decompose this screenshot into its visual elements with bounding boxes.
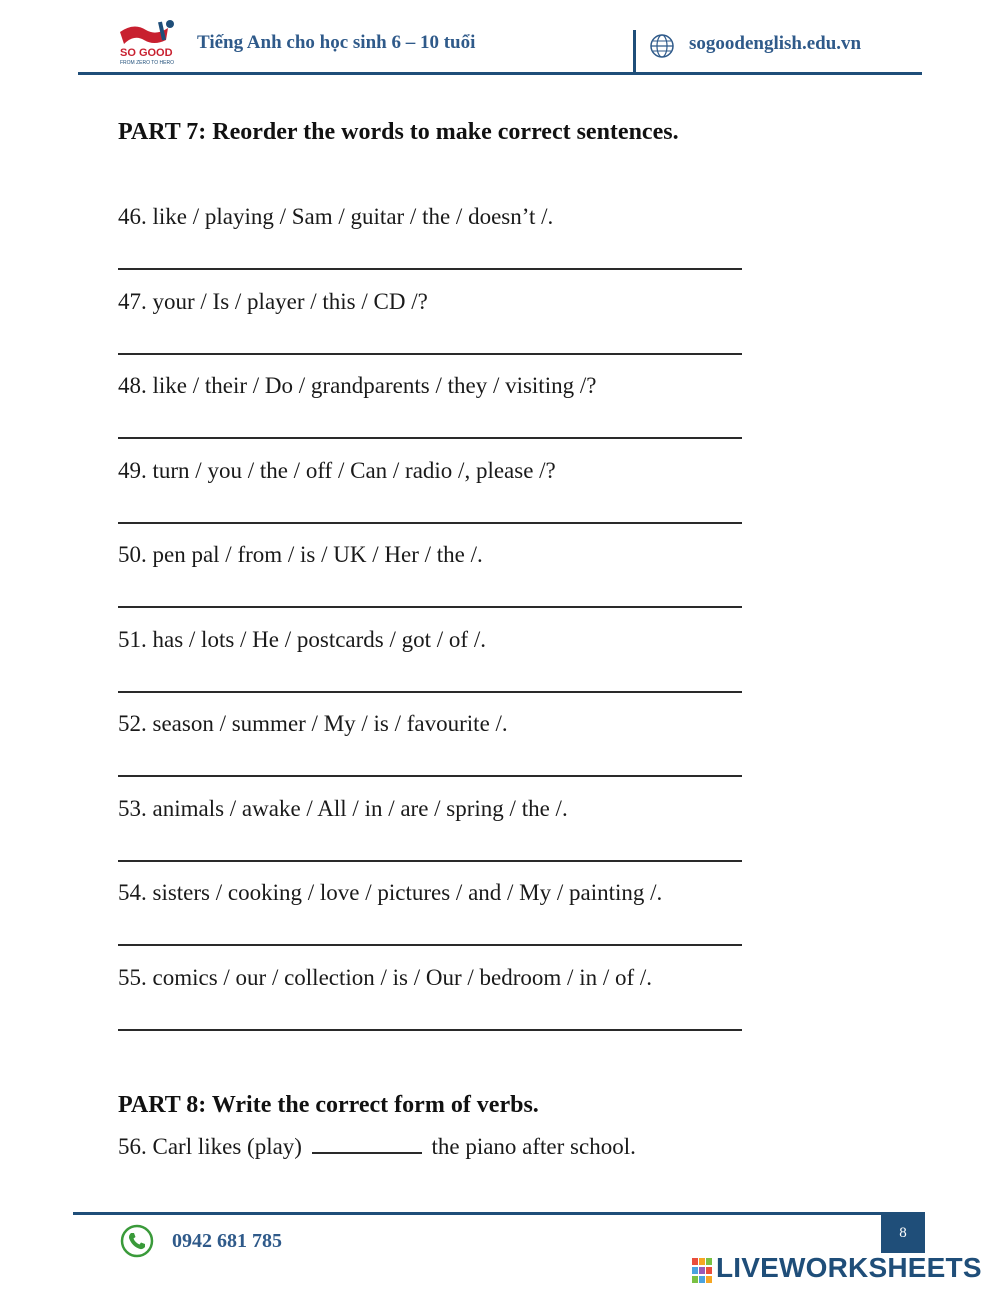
question-56-before: 56. Carl likes (play): [118, 1134, 302, 1159]
question-46: 46. like / playing / Sam / guitar / the / doesn’t /.: [118, 204, 554, 229]
answer-line-53[interactable]: [118, 860, 742, 862]
answer-line-50[interactable]: [118, 606, 742, 608]
question-56-after: the piano after school.: [431, 1134, 636, 1159]
question-54: 54. sisters / cooking / love / pictures / and / My / painting /.: [118, 880, 663, 905]
globe-icon: [649, 33, 675, 59]
question-51: 51. has / lots / He / postcards / got / of /.: [118, 627, 486, 652]
question-49: 49. turn / you / the / off / Can / radio /, please /?: [118, 458, 556, 483]
answer-line-47[interactable]: [118, 353, 742, 355]
footer-phone: 0942 681 785: [172, 1230, 282, 1252]
page-number: 8: [881, 1213, 925, 1253]
question-53: 53. animals / awake / All / in / are / spring / the /.: [118, 796, 568, 821]
part8-heading: PART 8: Write the correct form of verbs.: [118, 1092, 539, 1118]
answer-line-55[interactable]: [118, 1029, 742, 1031]
answer-line-51[interactable]: [118, 691, 742, 693]
answer-line-54[interactable]: [118, 944, 742, 946]
answer-line-46[interactable]: [118, 268, 742, 270]
answer-line-52[interactable]: [118, 775, 742, 777]
liveworksheets-logo-icon: [692, 1258, 714, 1284]
phone-icon: [120, 1224, 154, 1258]
question-48: 48. like / their / Do / grandparents / they / visiting /?: [118, 373, 597, 398]
footer-rule: [73, 1212, 925, 1215]
so-good-logo: [116, 18, 178, 66]
logo-text: SO GOOD: [120, 47, 173, 59]
answer-line-48[interactable]: [118, 437, 742, 439]
logo-tagline: FROM ZERO TO HERO: [120, 60, 174, 66]
answer-line-49[interactable]: [118, 522, 742, 524]
header-title: Tiếng Anh cho học sinh 6 – 10 tuổi: [197, 32, 476, 53]
question-50: 50. pen pal / from / is / UK / Her / the /.: [118, 542, 483, 567]
question-47: 47. your / Is / player / this / CD /?: [118, 289, 428, 314]
question-56: [118, 1134, 636, 1160]
question-56-blank[interactable]: [312, 1134, 422, 1154]
liveworksheets-brand: LIVEWORKSHEETS: [716, 1252, 982, 1283]
header-website: sogoodenglish.edu.vn: [689, 33, 862, 54]
header-rule: [78, 72, 922, 75]
header-divider: [633, 30, 636, 74]
question-55: 55. comics / our / collection / is / Our / bedroom / in / of /.: [118, 965, 653, 990]
question-52: 52. season / summer / My / is / favourite /.: [118, 711, 508, 736]
part7-heading: PART 7: Reorder the words to make correct sentences.: [118, 119, 679, 145]
